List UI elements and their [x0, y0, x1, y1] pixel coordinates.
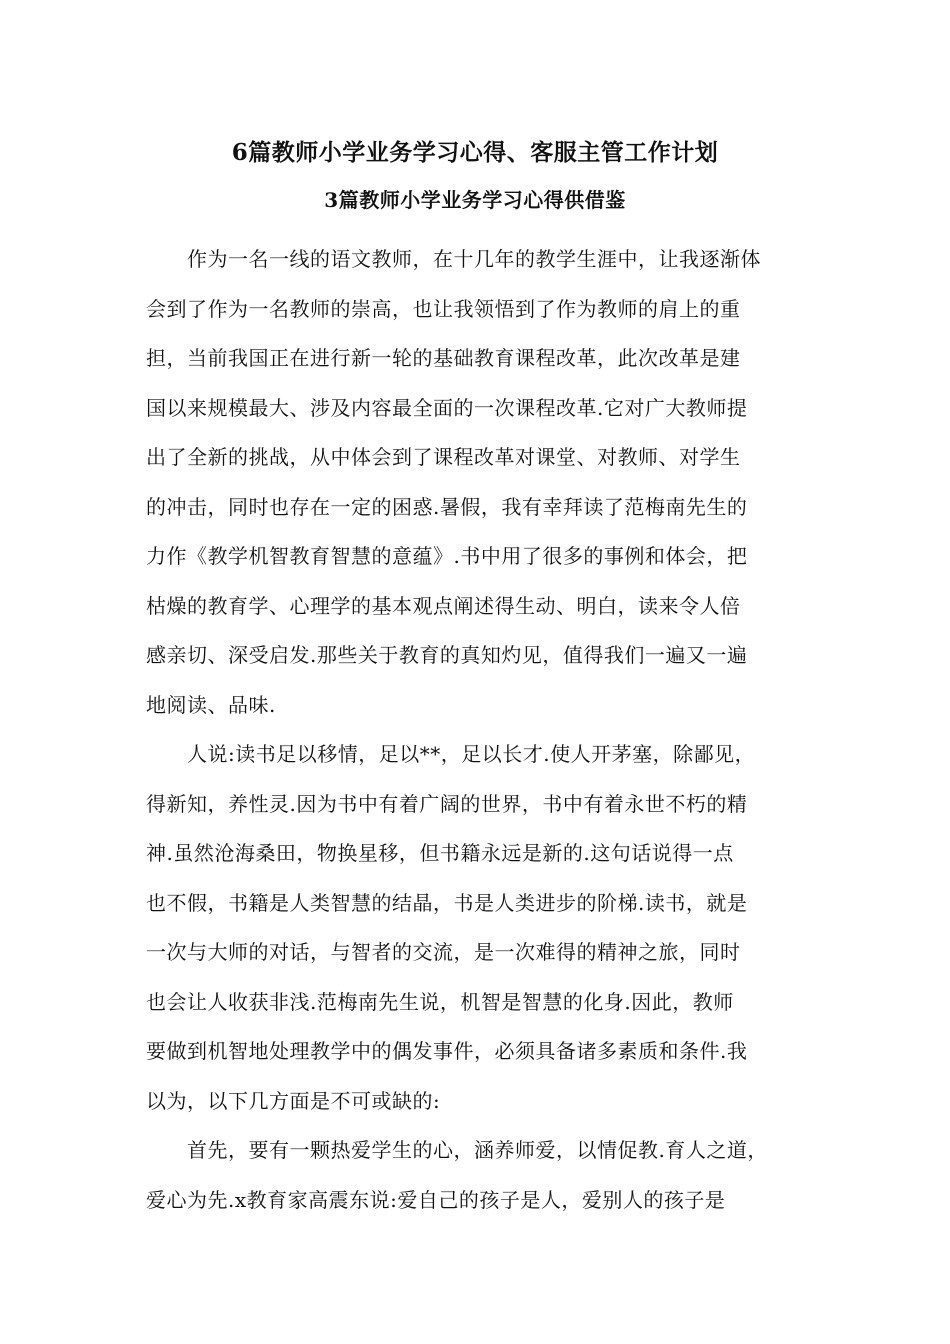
paragraph-2-line-2: 得新知，养性灵.因为书中有着广阔的世界，书中有着永世不朽的精: [146, 791, 748, 816]
paragraph-1-line-7: 力作《教学机智教育智慧的意蕴》.书中用了很多的事例和体会，把: [146, 544, 748, 568]
paragraph-3-line-1: 首先，要有一颗热爱学生的心，涵养师爱，以情促教.育人之道，: [146, 1138, 768, 1162]
paragraph-1-line-1: 作为一名一线的语文教师，在十几年的教学生涯中，让我逐渐体: [146, 247, 761, 271]
paragraph-1-line-8: 枯燥的教育学、心理学的基本观点阐述得生动、明白，读来令人倍: [146, 593, 741, 618]
paragraph-3-line-2: 爱心为先.x教育家高震东说:爱自己的孩子是人，爱别人的孩子是: [146, 1187, 726, 1212]
paragraph-1-line-10: 地阅读、品味.: [146, 692, 276, 717]
paragraph-2-line-3: 神.虽然沧海桑田，物换星移，但书籍永远是新的.这句话说得一点: [146, 841, 734, 865]
paragraph-1-line-5: 出了全新的挑战，从中体会到了课程改革对课堂、对教师、对学生: [146, 445, 741, 469]
paragraph-1-line-6: 的冲击，同时也存在一定的困惑.暑假，我有幸拜读了范梅南先生的: [146, 494, 748, 519]
paragraph-2-line-7: 要做到机智地处理教学中的偶发事件，必须具备诸多素质和条件.我: [146, 1039, 748, 1063]
paragraph-3: [146, 1126, 806, 1225]
paragraph-2-line-6: 也会让人收获非浅.范梅南先生说，机智是智慧的化身.因此，教师: [146, 989, 734, 1014]
paragraph-1: [146, 235, 806, 730]
paragraph-2-line-8: 以为，以下几方面是不可或缺的:: [146, 1088, 441, 1113]
document-title: 6篇教师小学业务学习心得、客服主管工作计划: [231, 139, 719, 166]
paragraph-2: [146, 730, 806, 1126]
paragraph-1-line-3: 担，当前我国正在进行新一轮的基础教育课程改革，此次改革是建: [146, 346, 741, 370]
paragraph-1-line-9: 感亲切、深受启发.那些关于教育的真知灼见，值得我们一遍又一遍: [146, 643, 748, 667]
paragraph-2-line-4: 也不假，书籍是人类智慧的结晶，书是人类进步的阶梯.读书，就是: [146, 890, 748, 915]
paragraph-2-line-1: 人说:读书足以移情，足以**，足以长才.使人开茅塞，除鄙见，: [146, 742, 756, 766]
paragraph-1-line-2: 会到了作为一名教师的崇高，也让我领悟到了作为教师的肩上的重: [146, 296, 741, 321]
paragraph-2-line-5: 一次与大师的对话，与智者的交流，是一次难得的精神之旅，同时: [146, 940, 741, 964]
paragraph-1-line-4: 国以来规模最大、涉及内容最全面的一次课程改革.它对广大教师提: [146, 395, 748, 420]
document-body: [146, 235, 806, 1225]
document-subtitle: 3篇教师小学业务学习心得供借鉴: [324, 188, 626, 212]
